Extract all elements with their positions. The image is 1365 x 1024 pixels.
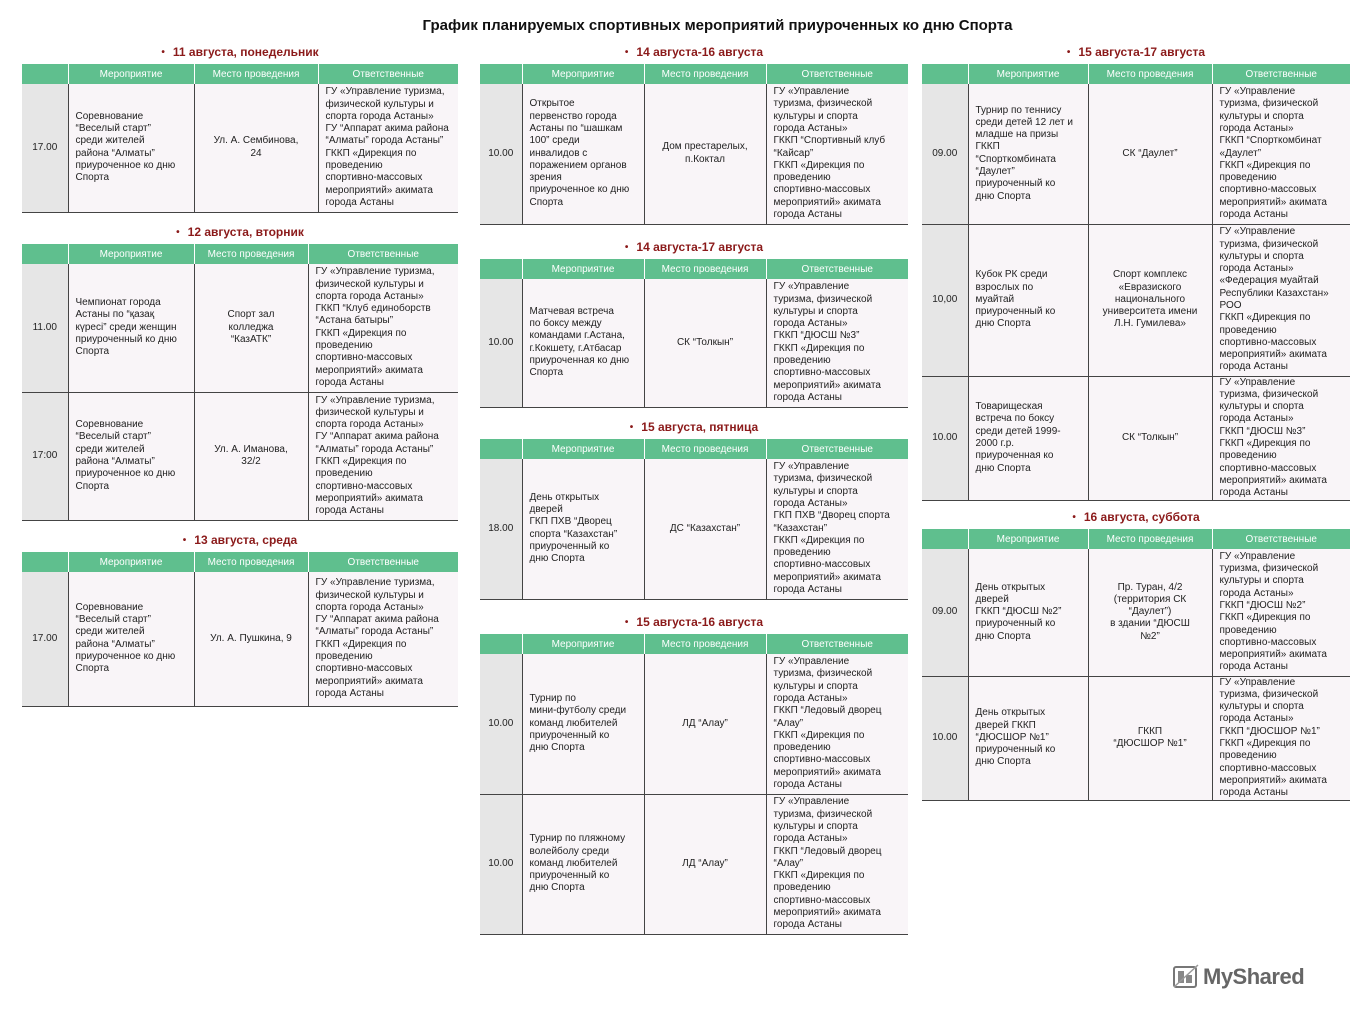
event-cell: Турнир по пляжному волейболу среди команд любителей приуроченный ко дню Спорта	[522, 794, 644, 934]
date-label: 11 августа, понедельник	[172, 45, 319, 59]
bullet-icon: •	[176, 227, 180, 238]
table-row	[22, 572, 458, 706]
place-header: Место проведения	[644, 634, 766, 654]
date-label: 15 августа, пятница	[641, 420, 759, 434]
schedule-block	[22, 40, 458, 213]
responsible-cell: ГУ «Управление туризма, физической культуры и спорта города Астаны» ГККП “Спортивный клуб “Кайсар” ГККП «Дирекция по проведению спортивно-массовых мероприятий» акимата города Астаны	[766, 84, 908, 224]
schedule-block	[480, 235, 908, 408]
responsible-cell: ГУ «Управление туризма, физической культуры и спорта города Астаны» ГУ “Аппарат акима района “Алматы” города Астаны” ГККП «Дирекция по проведению спортивно-массовых мероприятий» акимата города Астаны	[308, 392, 458, 520]
time-header	[922, 64, 968, 84]
event-header: Мероприятие	[968, 64, 1088, 84]
responsible-cell: ГУ «Управление туризма, физической культуры и спорта города Астаны» ГККП “Спорткомбинат «Даулет” ГККП «Дирекция по проведению спортивно-массовых мероприятий» акимата города Астаны	[1212, 84, 1350, 224]
place-header: Место проведения	[194, 552, 308, 572]
place-header: Место проведения	[644, 439, 766, 459]
place-cell: ЛД “Алау”	[644, 654, 766, 794]
time-header	[922, 529, 968, 549]
responsible-cell: ГУ «Управление туризма, физической культуры и спорта города Астаны» ГККП “ДЮСШ №2” ГККП «Дирекция по проведению спортивно-массовых мероприятий» акимата города Астаны	[1212, 549, 1350, 676]
responsible-header: Ответственные	[308, 244, 458, 264]
place-header: Место проведения	[644, 64, 766, 84]
responsible-cell: ГУ «Управление туризма, физической культуры и спорта города Астаны» ГУ “Аппарат акима района “Алматы” города Астаны” ГККП «Дирекция по проведению спортивно-массовых мероприятий» акимата города Астаны	[318, 84, 458, 212]
table-row	[22, 392, 458, 520]
schedule-table	[22, 552, 458, 707]
schedule-table	[480, 64, 908, 225]
myshared-logo-icon	[1172, 963, 1200, 991]
event-header: Мероприятие	[68, 64, 194, 84]
time-header	[480, 64, 522, 84]
event-header: Мероприятие	[968, 529, 1088, 549]
table-header-row	[22, 244, 458, 264]
bullet-icon: •	[624, 242, 629, 253]
table-row	[922, 224, 1350, 376]
time-cell: 09.00	[922, 84, 968, 224]
table-header-row	[480, 259, 908, 279]
event-cell: Соревнование “Веселый старт” среди жителей района “Алматы” приуроченное ко дню Спорта	[68, 392, 194, 520]
schedule-block	[22, 220, 458, 521]
responsible-header: Ответственные	[318, 64, 458, 84]
responsible-cell: ГУ «Управление туризма, физической культуры и спорта города Астаны» ГККП “ДЮСШОР №1” ГККП «Дирекция по проведению спортивно-массовых мероприятий» акимата города Астаны	[1212, 676, 1350, 800]
place-cell: Ул. А. Пушкина, 9	[194, 572, 308, 706]
responsible-header: Ответственные	[766, 634, 908, 654]
place-cell: Ул. А. Иманова, 32/2	[194, 392, 308, 520]
time-header	[480, 634, 522, 654]
date-heading	[480, 235, 908, 259]
schedule-block	[480, 40, 908, 225]
time-header	[22, 244, 68, 264]
schedule-block	[922, 40, 1350, 501]
time-cell: 17:00	[22, 392, 68, 520]
watermark	[1172, 959, 1332, 995]
table-header-row	[922, 529, 1350, 549]
schedule-block	[480, 610, 908, 935]
event-cell: Турнир по мини-футболу среди команд любителей приуроченный ко дню Спорта	[522, 654, 644, 794]
place-cell: ЛД “Алау”	[644, 794, 766, 934]
schedule-table	[22, 244, 458, 521]
event-cell: День открытых дверей ГКП ПХВ “Дворец спорта “Казахстан” приуроченный ко дню Спорта	[522, 459, 644, 599]
date-heading	[922, 40, 1350, 64]
date-heading	[22, 220, 458, 244]
responsible-cell: ГУ «Управление туризма, физической культуры и спорта города Астаны» ГКП ПХВ “Дворец спорта “Казахстан” ГККП «Дирекция по проведению спортивно-массовых мероприятий» акимата города Астаны	[766, 459, 908, 599]
event-cell: Турнир по теннису среди детей 12 лет и младше на призы ГККП “Спорткомбината “Даулет” приуроченный ко дню Спорта	[968, 84, 1088, 224]
time-cell: 10.00	[922, 676, 968, 800]
bullet-icon: •	[1066, 47, 1071, 58]
date-label: 12 августа, вторник	[187, 225, 304, 239]
bullet-icon: •	[624, 47, 629, 58]
schedule-block	[22, 528, 458, 707]
place-cell: СК “Толкын”	[1088, 376, 1212, 500]
responsible-cell: ГУ «Управление туризма, физической культуры и спорта города Астаны» ГККП “Ледовый дворец “Алау” ГККП «Дирекция по проведению спортивно-массовых мероприятий» акимата города Астаны	[766, 654, 908, 794]
place-header: Место проведения	[1088, 529, 1212, 549]
table-header-row	[480, 439, 908, 459]
page-title: График планируемых спортивных мероприятий приуроченных ко дню Спорта	[422, 17, 1013, 34]
date-heading	[480, 610, 908, 634]
time-header	[480, 259, 522, 279]
time-header	[22, 552, 68, 572]
schedule-table	[922, 64, 1350, 501]
date-label: 15 августа-16 августа	[636, 615, 764, 629]
place-header: Место проведения	[1088, 64, 1212, 84]
schedule-block	[922, 505, 1350, 801]
place-cell: Спорт комплекс «Евразиского национального университета имени Л.Н. Гумилева»	[1088, 224, 1212, 376]
schedule-block	[480, 415, 908, 600]
place-header: Место проведения	[194, 64, 318, 84]
time-cell: 17.00	[22, 572, 68, 706]
date-label: 13 августа, среда	[194, 533, 298, 547]
event-cell: Кубок РК среди взрослых по муайтай приуроченный ко дню Спорта	[968, 224, 1088, 376]
event-header: Мероприятие	[522, 634, 644, 654]
place-cell: СК “Толкын”	[644, 279, 766, 407]
place-header: Место проведения	[644, 259, 766, 279]
time-cell: 10.00	[480, 654, 522, 794]
responsible-cell: ГУ «Управление туризма, физической культуры и спорта города Астаны» ГККП “ДЮСШ №3” ГККП «Дирекция по проведению спортивно-массовых мероприятий» акимата города Астаны	[766, 279, 908, 407]
date-label: 16 августа, суббота	[1083, 510, 1200, 524]
event-cell: Матчевая встреча по боксу между командами г.Астана, г.Кокшету, г.Атбасар приуроченная ко дню Спорта	[522, 279, 644, 407]
table-header-row	[22, 552, 458, 572]
schedule-table	[480, 439, 908, 600]
place-header: Место проведения	[194, 244, 308, 264]
time-cell: 10.00	[480, 794, 522, 934]
bullet-icon: •	[182, 535, 187, 546]
table-row	[22, 84, 458, 212]
table-header-row	[480, 64, 908, 84]
watermark-text: MyShared	[1203, 964, 1305, 989]
place-cell: Ул. А. Сембинова, 24	[194, 84, 318, 212]
responsible-header: Ответственные	[766, 259, 908, 279]
time-cell: 10.00	[480, 279, 522, 407]
table-row	[922, 549, 1350, 676]
event-cell: Открытое первенство города Астаны по “шашкам 100” среди инвалидов с поражением органов зрения приуроченное ко дню Спорта	[522, 84, 644, 224]
responsible-cell: ГУ «Управление туризма, физической культуры и спорта города Астаны» ГУ “Аппарат акима района “Алматы” города Астаны” ГККП «Дирекция по проведению спортивно-массовых мероприятий» акимата города Астаны	[308, 572, 458, 706]
date-heading	[22, 528, 458, 552]
responsible-header: Ответственные	[1212, 529, 1350, 549]
schedule-table	[480, 634, 908, 935]
time-cell: 10.00	[922, 376, 968, 500]
schedule-table	[22, 64, 458, 213]
bullet-icon: •	[1072, 512, 1076, 523]
responsible-header: Ответственные	[766, 439, 908, 459]
time-cell: 09.00	[922, 549, 968, 676]
event-header: Мероприятие	[68, 552, 194, 572]
event-cell: Чемпионат города Астаны по “қазақ күресі” среди женщин приуроченный ко дню Спорта	[68, 264, 194, 392]
table-row	[22, 264, 458, 392]
event-header: Мероприятие	[68, 244, 194, 264]
time-cell: 10,00	[922, 224, 968, 376]
bullet-icon: •	[629, 422, 634, 433]
table-row	[922, 676, 1350, 800]
bullet-icon: •	[624, 617, 629, 628]
table-row	[480, 794, 908, 934]
schedule-table	[480, 259, 908, 408]
time-cell: 17.00	[22, 84, 68, 212]
responsible-cell: ГУ «Управление туризма, физической культуры и спорта города Астаны» «Федерация муайтай Республики Казахстан» РОО ГККП «Дирекция по проведению спортивно-массовых мероприятий» акимата города Астаны	[1212, 224, 1350, 376]
event-cell: Товарищеская встреча по боксу среди детей 1999- 2000 г.р. приуроченная ко дню Спорта	[968, 376, 1088, 500]
date-heading	[22, 40, 458, 64]
table-row	[480, 279, 908, 407]
place-cell: ДС “Казахстан”	[644, 459, 766, 599]
table-row	[922, 376, 1350, 500]
table-header-row	[922, 64, 1350, 84]
table-header-row	[22, 64, 458, 84]
bullet-icon: •	[161, 47, 165, 58]
place-cell: ГККП “ДЮСШОР №1”	[1088, 676, 1212, 800]
place-cell: Спорт зал колледжа “КазАТК”	[194, 264, 308, 392]
time-cell: 11.00	[22, 264, 68, 392]
date-heading	[480, 40, 908, 64]
table-row	[480, 84, 908, 224]
responsible-header: Ответственные	[308, 552, 458, 572]
event-header: Мероприятие	[522, 439, 644, 459]
date-heading	[922, 505, 1350, 529]
date-label: 14 августа-17 августа	[636, 240, 764, 254]
date-heading	[480, 415, 908, 439]
place-cell: Дом престарелых, п.Коктал	[644, 84, 766, 224]
time-cell: 18.00	[480, 459, 522, 599]
event-cell: Соревнование “Веселый старт” среди жителей района “Алматы” приуроченное ко дню Спорта	[68, 84, 194, 212]
schedule-table	[922, 529, 1350, 801]
responsible-header: Ответственные	[766, 64, 908, 84]
table-row	[922, 84, 1350, 224]
responsible-cell: ГУ «Управление туризма, физической культуры и спорта города Астаны» ГККП “Ледовый дворец “Алау” ГККП «Дирекция по проведению спортивно-массовых мероприятий» акимата города Астаны	[766, 794, 908, 934]
time-header	[480, 439, 522, 459]
event-header: Мероприятие	[522, 259, 644, 279]
time-header	[22, 64, 68, 84]
date-label: 15 августа-17 августа	[1078, 45, 1206, 59]
time-cell: 10.00	[480, 84, 522, 224]
responsible-header: Ответственные	[1212, 64, 1350, 84]
date-label: 14 августа-16 августа	[636, 45, 764, 59]
table-row	[480, 654, 908, 794]
place-cell: Пр. Туран, 4/2 (территория СК “Даулет”) в здании “ДЮСШ №2”	[1088, 549, 1212, 676]
table-header-row	[480, 634, 908, 654]
place-cell: СК “Даулет”	[1088, 84, 1212, 224]
responsible-cell: ГУ «Управление туризма, физической культуры и спорта города Астаны» ГККП “Клуб единоборств “Астана батыры” ГККП «Дирекция по проведению спортивно-массовых мероприятий» акимата города Астаны	[308, 264, 458, 392]
table-row	[480, 459, 908, 599]
responsible-cell: ГУ «Управление туризма, физической культуры и спорта города Астаны» ГККП “ДЮСШ №3” ГККП «Дирекция по проведению спортивно-массовых мероприятий» акимата города Астаны	[1212, 376, 1350, 500]
event-header: Мероприятие	[522, 64, 644, 84]
event-cell: День открытых дверей ГККП “ДЮСШ №2” приуроченный ко дню Спорта	[968, 549, 1088, 676]
event-cell: Соревнование “Веселый старт” среди жителей района “Алматы” приуроченное ко дню Спорта	[68, 572, 194, 706]
event-cell: День открытых дверей ГККП “ДЮСШОР №1” приуроченный ко дню Спорта	[968, 676, 1088, 800]
